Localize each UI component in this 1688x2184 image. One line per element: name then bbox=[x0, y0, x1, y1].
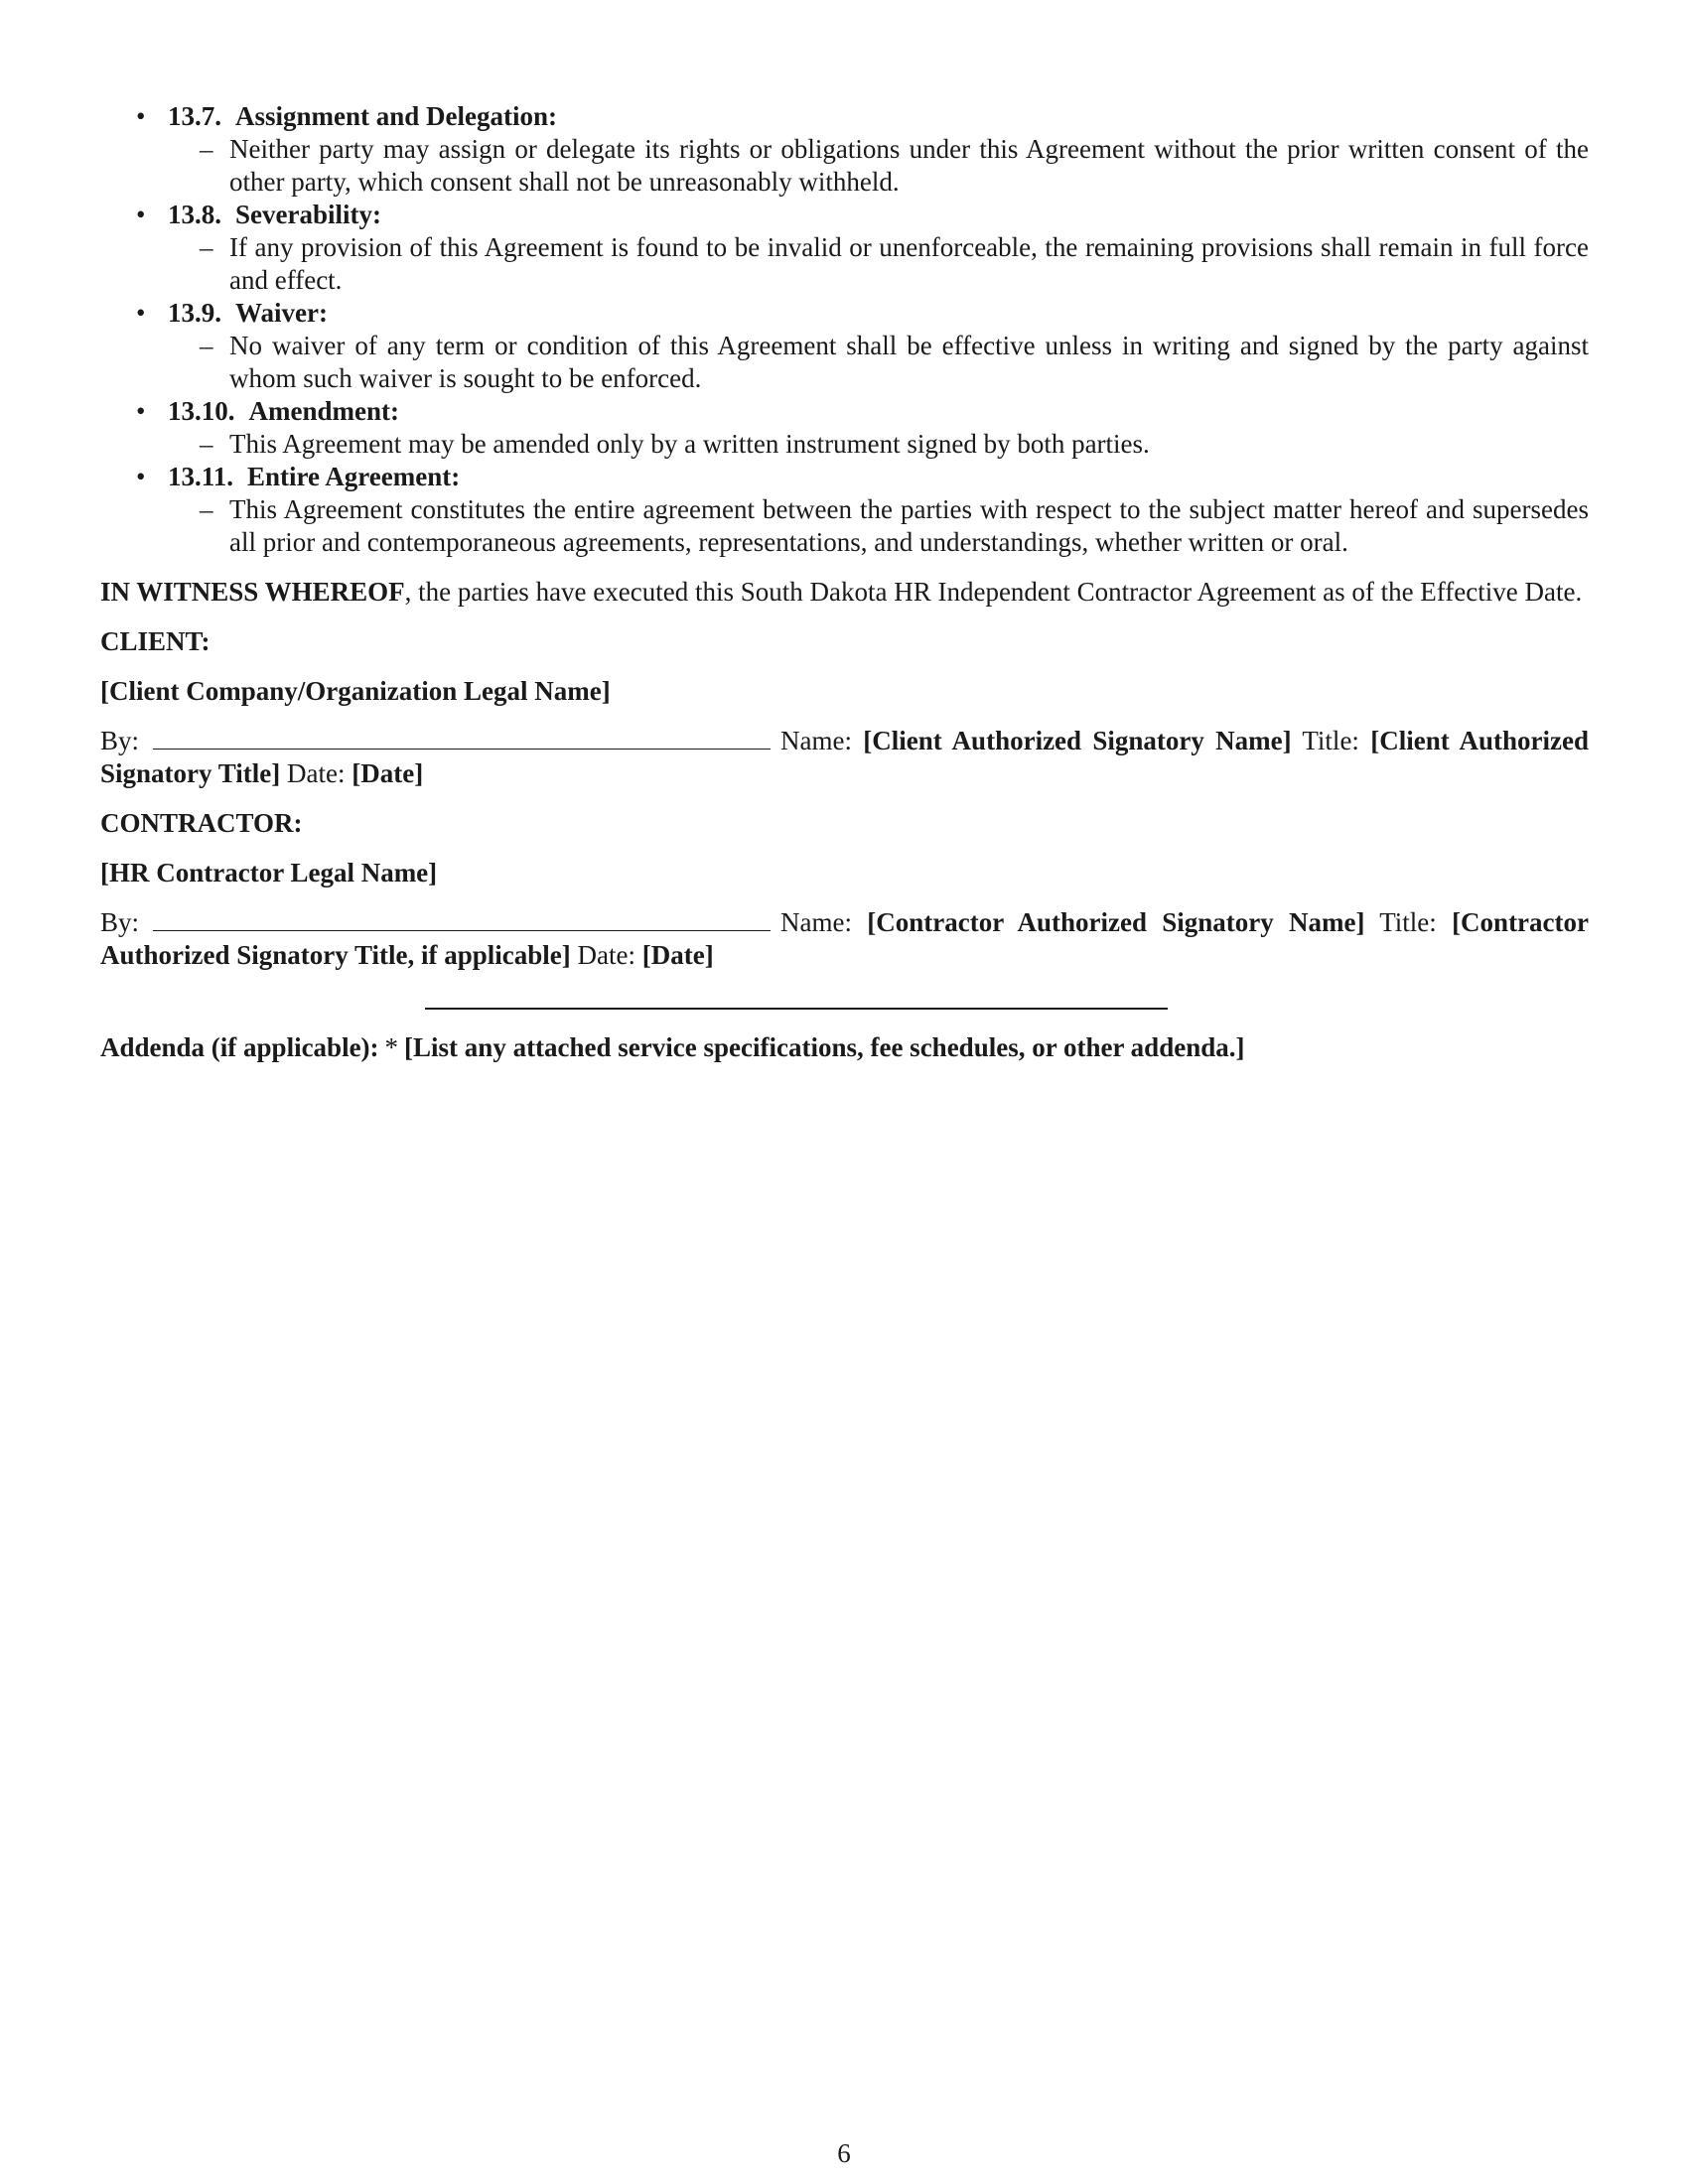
section-number: 13.10. bbox=[168, 396, 235, 426]
client-title-value: [Client Authorized Signatory Title] bbox=[100, 726, 1589, 788]
client-heading: CLIENT: bbox=[100, 626, 211, 656]
contractor-legal-name: [HR Contractor Legal Name] bbox=[100, 858, 438, 887]
section-number: 13.7. bbox=[168, 101, 221, 131]
section-title: Amendment: bbox=[248, 396, 399, 426]
client-name-label: Name: bbox=[780, 726, 852, 755]
section-number: 13.9. bbox=[168, 298, 221, 328]
section-heading bbox=[168, 461, 1589, 493]
contractor-signature-block bbox=[100, 906, 1589, 972]
section-heading bbox=[168, 100, 1589, 133]
section-number: 13.11. bbox=[168, 462, 234, 491]
client-signature-line[interactable] bbox=[153, 725, 771, 750]
client-date-label: Date: bbox=[287, 758, 346, 788]
section-text: – This Agreement constitutes the entire agreement between the parties with respect to the subject matter hereof and supersedes all prior and contemporaneous agreements, representations, and understandings, whether written or oral. bbox=[168, 493, 1589, 559]
contractor-name-label: Name: bbox=[780, 907, 852, 937]
witness-lead: IN WITNESS WHEREOF bbox=[100, 577, 405, 607]
client-legal-name: [Client Company/Organization Legal Name] bbox=[100, 676, 611, 706]
addenda-bullet: * bbox=[384, 1032, 399, 1062]
addenda-line bbox=[100, 1031, 1589, 1064]
section-item bbox=[100, 461, 1589, 559]
section-list bbox=[100, 100, 1589, 559]
section-text: – This Agreement may be amended only by a written instrument signed by both parties. bbox=[168, 428, 1589, 461]
witness-text: , the parties have executed this South Dakota HR Independent Contractor Agreement as of the Effective Date. bbox=[404, 577, 1583, 607]
client-date-value: [Date] bbox=[352, 758, 424, 788]
addenda-label: Addenda (if applicable): bbox=[100, 1032, 379, 1062]
witness-paragraph bbox=[100, 576, 1589, 609]
section-heading bbox=[168, 199, 1589, 231]
addenda-text: [List any attached service specifications, fee schedules, or other addenda.] bbox=[404, 1032, 1245, 1062]
contractor-name-value: [Contractor Authorized Signatory Name] bbox=[867, 907, 1365, 937]
section-item bbox=[100, 395, 1589, 461]
section-item bbox=[100, 297, 1589, 395]
client-signature-block bbox=[100, 725, 1589, 790]
section-title: Assignment and Delegation: bbox=[235, 101, 558, 131]
client-name-value: [Client Authorized Signatory Name] bbox=[863, 726, 1292, 755]
section-title: Entire Agreement: bbox=[247, 462, 461, 491]
section-text: – No waiver of any term or condition of this Agreement shall be effective unless in writing and signed by the party against whom such waiver is sought to be enforced. bbox=[168, 330, 1589, 395]
contractor-title-label: Title: bbox=[1379, 907, 1437, 937]
document-body bbox=[100, 100, 1589, 1064]
section-title: Severability: bbox=[235, 200, 381, 229]
section-title: Waiver: bbox=[235, 298, 328, 328]
page-number: 6 bbox=[837, 2138, 851, 2168]
client-title-label: Title: bbox=[1302, 726, 1359, 755]
contractor-date-value: [Date] bbox=[641, 940, 714, 970]
horizontal-rule bbox=[425, 1008, 1168, 1010]
section-number: 13.8. bbox=[168, 200, 221, 229]
contractor-by-label: By: bbox=[100, 907, 140, 937]
section-heading bbox=[168, 297, 1589, 330]
contractor-signature-line[interactable] bbox=[153, 906, 771, 931]
section-item bbox=[100, 199, 1589, 297]
section-heading bbox=[168, 395, 1589, 428]
contractor-title-value: [Contractor Authorized Signatory Title, if applicable] bbox=[100, 907, 1590, 970]
section-item bbox=[100, 100, 1589, 199]
contractor-date-label: Date: bbox=[577, 940, 635, 970]
section-text: – If any provision of this Agreement is found to be invalid or unenforceable, the remaining provisions shall remain in full force and effect. bbox=[168, 231, 1589, 297]
contractor-heading: CONTRACTOR: bbox=[100, 808, 303, 838]
client-by-label: By: bbox=[100, 726, 140, 755]
section-text: – Neither party may assign or delegate its rights or obligations under this Agreement without the prior written consent of the other party, which consent shall not be unreasonably withheld. bbox=[168, 133, 1589, 199]
